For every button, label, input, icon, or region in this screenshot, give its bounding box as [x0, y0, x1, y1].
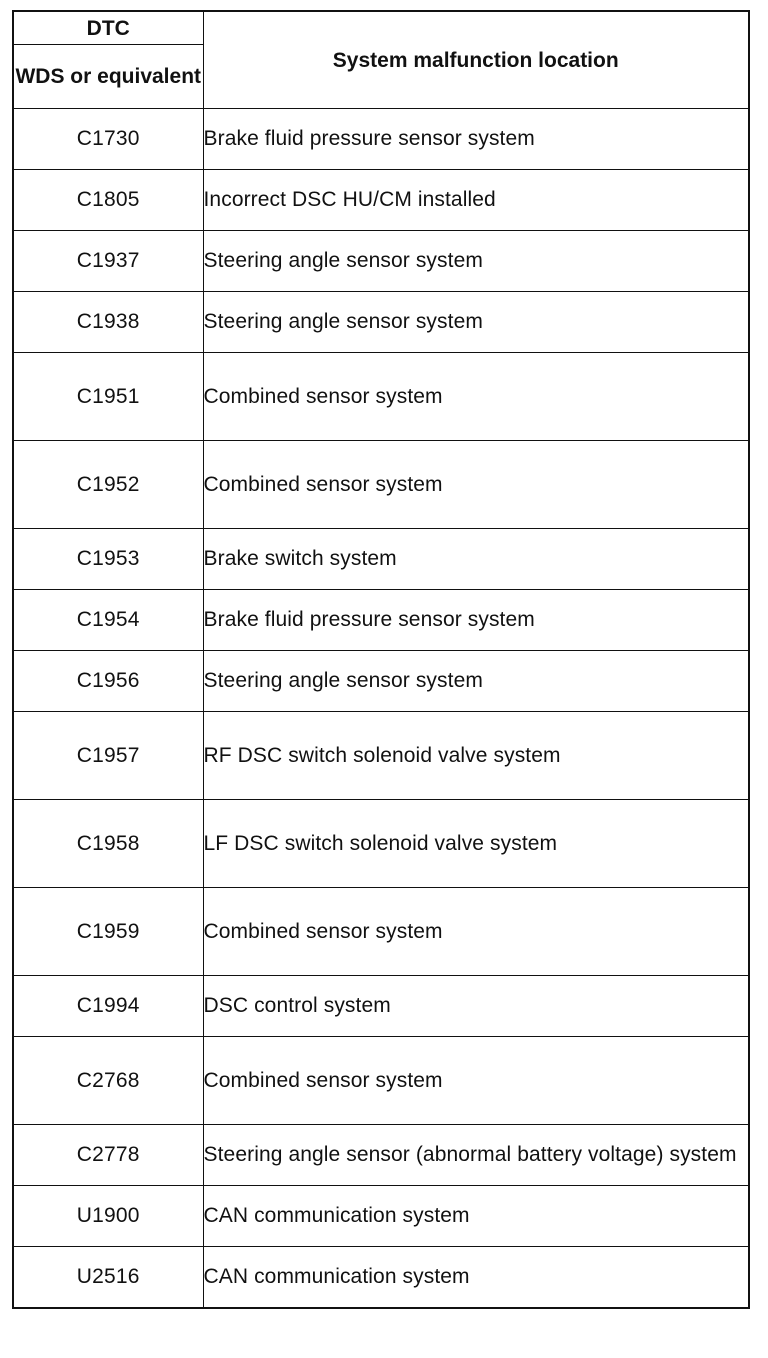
malfunction-location: CAN communication system [203, 1247, 749, 1309]
malfunction-location: Steering angle sensor system [203, 231, 749, 292]
malfunction-location: Steering angle sensor system [203, 651, 749, 712]
dtc-code: C1805 [13, 170, 203, 231]
dtc-code: C1730 [13, 109, 203, 170]
table-row [13, 353, 749, 441]
malfunction-location: Brake switch system [203, 529, 749, 590]
dtc-code: C1994 [13, 976, 203, 1037]
dtc-code: C1951 [13, 353, 203, 441]
malfunction-location: Combined sensor system [203, 1037, 749, 1125]
dtc-code: C1952 [13, 441, 203, 529]
table-row [13, 1037, 749, 1125]
table-row [13, 109, 749, 170]
dtc-code: C1958 [13, 800, 203, 888]
dtc-code: C2778 [13, 1125, 203, 1186]
malfunction-location: Combined sensor system [203, 353, 749, 441]
malfunction-location: Incorrect DSC HU/CM installed [203, 170, 749, 231]
malfunction-location: Brake fluid pressure sensor system [203, 590, 749, 651]
table-row [13, 590, 749, 651]
table-row [13, 170, 749, 231]
dtc-table [12, 10, 750, 1309]
header-dtc: DTC [13, 11, 203, 45]
table-row [13, 441, 749, 529]
dtc-code: C1954 [13, 590, 203, 651]
dtc-code: C1956 [13, 651, 203, 712]
malfunction-location: CAN communication system [203, 1186, 749, 1247]
dtc-code: C1938 [13, 292, 203, 353]
header-wds: WDS or equivalent [13, 45, 203, 109]
malfunction-location: Steering angle sensor system [203, 292, 749, 353]
header-system-location: System malfunction location [203, 11, 749, 109]
malfunction-location: Combined sensor system [203, 888, 749, 976]
malfunction-location: Steering angle sensor (abnormal battery voltage) system [203, 1125, 749, 1186]
malfunction-location: Combined sensor system [203, 441, 749, 529]
malfunction-location: DSC control system [203, 976, 749, 1037]
table-row [13, 1247, 749, 1309]
table-row [13, 800, 749, 888]
malfunction-location: LF DSC switch solenoid valve system [203, 800, 749, 888]
table-row [13, 888, 749, 976]
dtc-code: C1937 [13, 231, 203, 292]
dtc-code: U1900 [13, 1186, 203, 1247]
table-row [13, 712, 749, 800]
malfunction-location: Brake fluid pressure sensor system [203, 109, 749, 170]
table-row [13, 231, 749, 292]
dtc-code: C1959 [13, 888, 203, 976]
table-row [13, 651, 749, 712]
table-row [13, 976, 749, 1037]
table-row [13, 292, 749, 353]
dtc-code: U2516 [13, 1247, 203, 1309]
table-header [13, 11, 749, 109]
dtc-code: C1957 [13, 712, 203, 800]
table-row [13, 1125, 749, 1186]
dtc-code: C1953 [13, 529, 203, 590]
malfunction-location: RF DSC switch solenoid valve system [203, 712, 749, 800]
dtc-code: C2768 [13, 1037, 203, 1125]
table-row [13, 1186, 749, 1247]
table-row [13, 529, 749, 590]
